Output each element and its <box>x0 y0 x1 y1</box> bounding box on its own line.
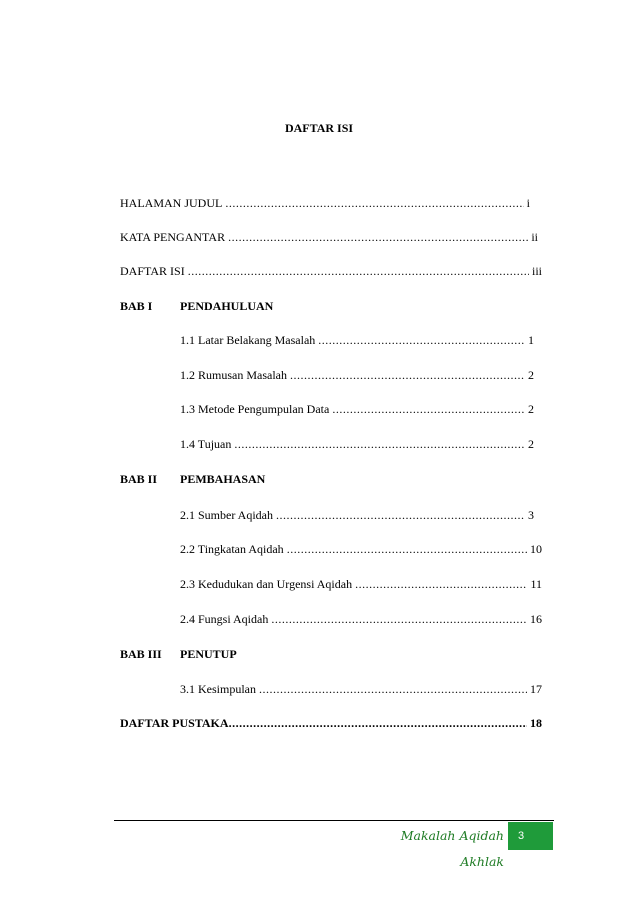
toc-leader-dots <box>229 714 527 732</box>
footer-divider <box>114 820 554 821</box>
chapter-number: BAB I <box>120 299 153 313</box>
toc-leader-dots <box>228 228 528 246</box>
chapter-number: BAB III <box>120 647 162 661</box>
toc-entry-1-4[interactable] <box>180 435 534 453</box>
chapter-number: BAB II <box>120 472 158 486</box>
toc-entry-page: 17 <box>530 682 542 696</box>
toc-leader-dots <box>332 400 525 418</box>
toc-leader-dots <box>188 262 529 280</box>
toc-entry-label: DAFTAR ISI <box>120 264 185 278</box>
toc-entry-label: 3.1 Kesimpulan <box>180 682 256 696</box>
toc-leader-dots <box>259 680 527 698</box>
toc-leader-dots <box>225 194 523 212</box>
toc-entry-2-2[interactable] <box>180 540 542 558</box>
chapter-heading-bab-1[interactable] <box>120 297 273 315</box>
toc-leader-dots <box>271 610 527 628</box>
toc-entry-page: 16 <box>530 612 542 626</box>
toc-leader-dots <box>234 435 525 453</box>
toc-leader-dots <box>287 540 527 558</box>
toc-entry-label: 1.3 Metode Pengumpulan Data <box>180 402 330 416</box>
toc-entry-label: DAFTAR PUSTAKA <box>120 716 229 730</box>
chapter-title: PEMBAHASAN <box>180 472 266 486</box>
toc-entry-page: ii <box>531 230 538 244</box>
toc-leader-dots <box>276 506 525 524</box>
toc-entry-page: 2 <box>528 368 534 382</box>
toc-entry-2-1[interactable] <box>180 506 534 524</box>
page-title: DAFTAR ISI <box>284 121 354 135</box>
toc-entry-label: 2.1 Sumber Aqidah <box>180 508 273 522</box>
toc-entry-label: 2.2 Tingkatan Aqidah <box>180 542 284 556</box>
toc-entry-1-2[interactable] <box>180 366 534 384</box>
chapter-heading-bab-2[interactable] <box>120 470 265 488</box>
toc-entry-1-1[interactable] <box>180 331 534 349</box>
toc-entry-label: KATA PENGANTAR <box>120 230 226 244</box>
toc-entry-page: i <box>526 196 530 210</box>
toc-leader-dots <box>290 366 525 384</box>
toc-entry-page: 18 <box>530 716 542 730</box>
toc-entry-halaman-judul[interactable] <box>120 194 530 212</box>
toc-entry-label: 1.2 Rumusan Masalah <box>180 368 287 382</box>
chapter-title: PENUTUP <box>180 647 237 661</box>
toc-entry-page: 10 <box>530 542 542 556</box>
toc-entry-page: 3 <box>528 508 534 522</box>
toc-entry-2-4[interactable] <box>180 610 542 628</box>
toc-entry-label: 1.1 Latar Belakang Masalah <box>180 333 316 347</box>
toc-entry-2-3[interactable] <box>180 575 542 593</box>
footer-page-number: 3 <box>508 822 553 850</box>
chapter-title: PENDAHULUAN <box>180 299 274 313</box>
toc-entry-label: HALAMAN JUDUL <box>120 196 223 210</box>
toc-entry-label: 2.4 Fungsi Aqidah <box>180 612 269 626</box>
toc-entry-daftar-isi[interactable] <box>120 262 542 280</box>
toc-entry-page: 1 <box>528 333 534 347</box>
toc-entry-page: 2 <box>528 437 534 451</box>
toc-entry-page: 2 <box>528 402 534 416</box>
toc-leader-dots <box>318 331 525 349</box>
toc-entry-1-3[interactable] <box>180 400 534 418</box>
toc-entry-page: 11 <box>530 577 542 591</box>
footer-title: Makalah Aqidah Akhlak <box>400 828 504 869</box>
toc-entry-3-1[interactable] <box>180 680 542 698</box>
toc-entry-label: 2.3 Kedudukan dan Urgensi Aqidah <box>180 577 353 591</box>
toc-entry-label: 1.4 Tujuan <box>180 437 232 451</box>
chapter-heading-bab-3[interactable] <box>120 645 237 663</box>
toc-leader-dots <box>355 575 527 593</box>
toc-entry-daftar-pustaka[interactable] <box>120 714 542 732</box>
toc-entry-kata-pengantar[interactable] <box>120 228 538 246</box>
toc-entry-page: iii <box>531 264 542 278</box>
